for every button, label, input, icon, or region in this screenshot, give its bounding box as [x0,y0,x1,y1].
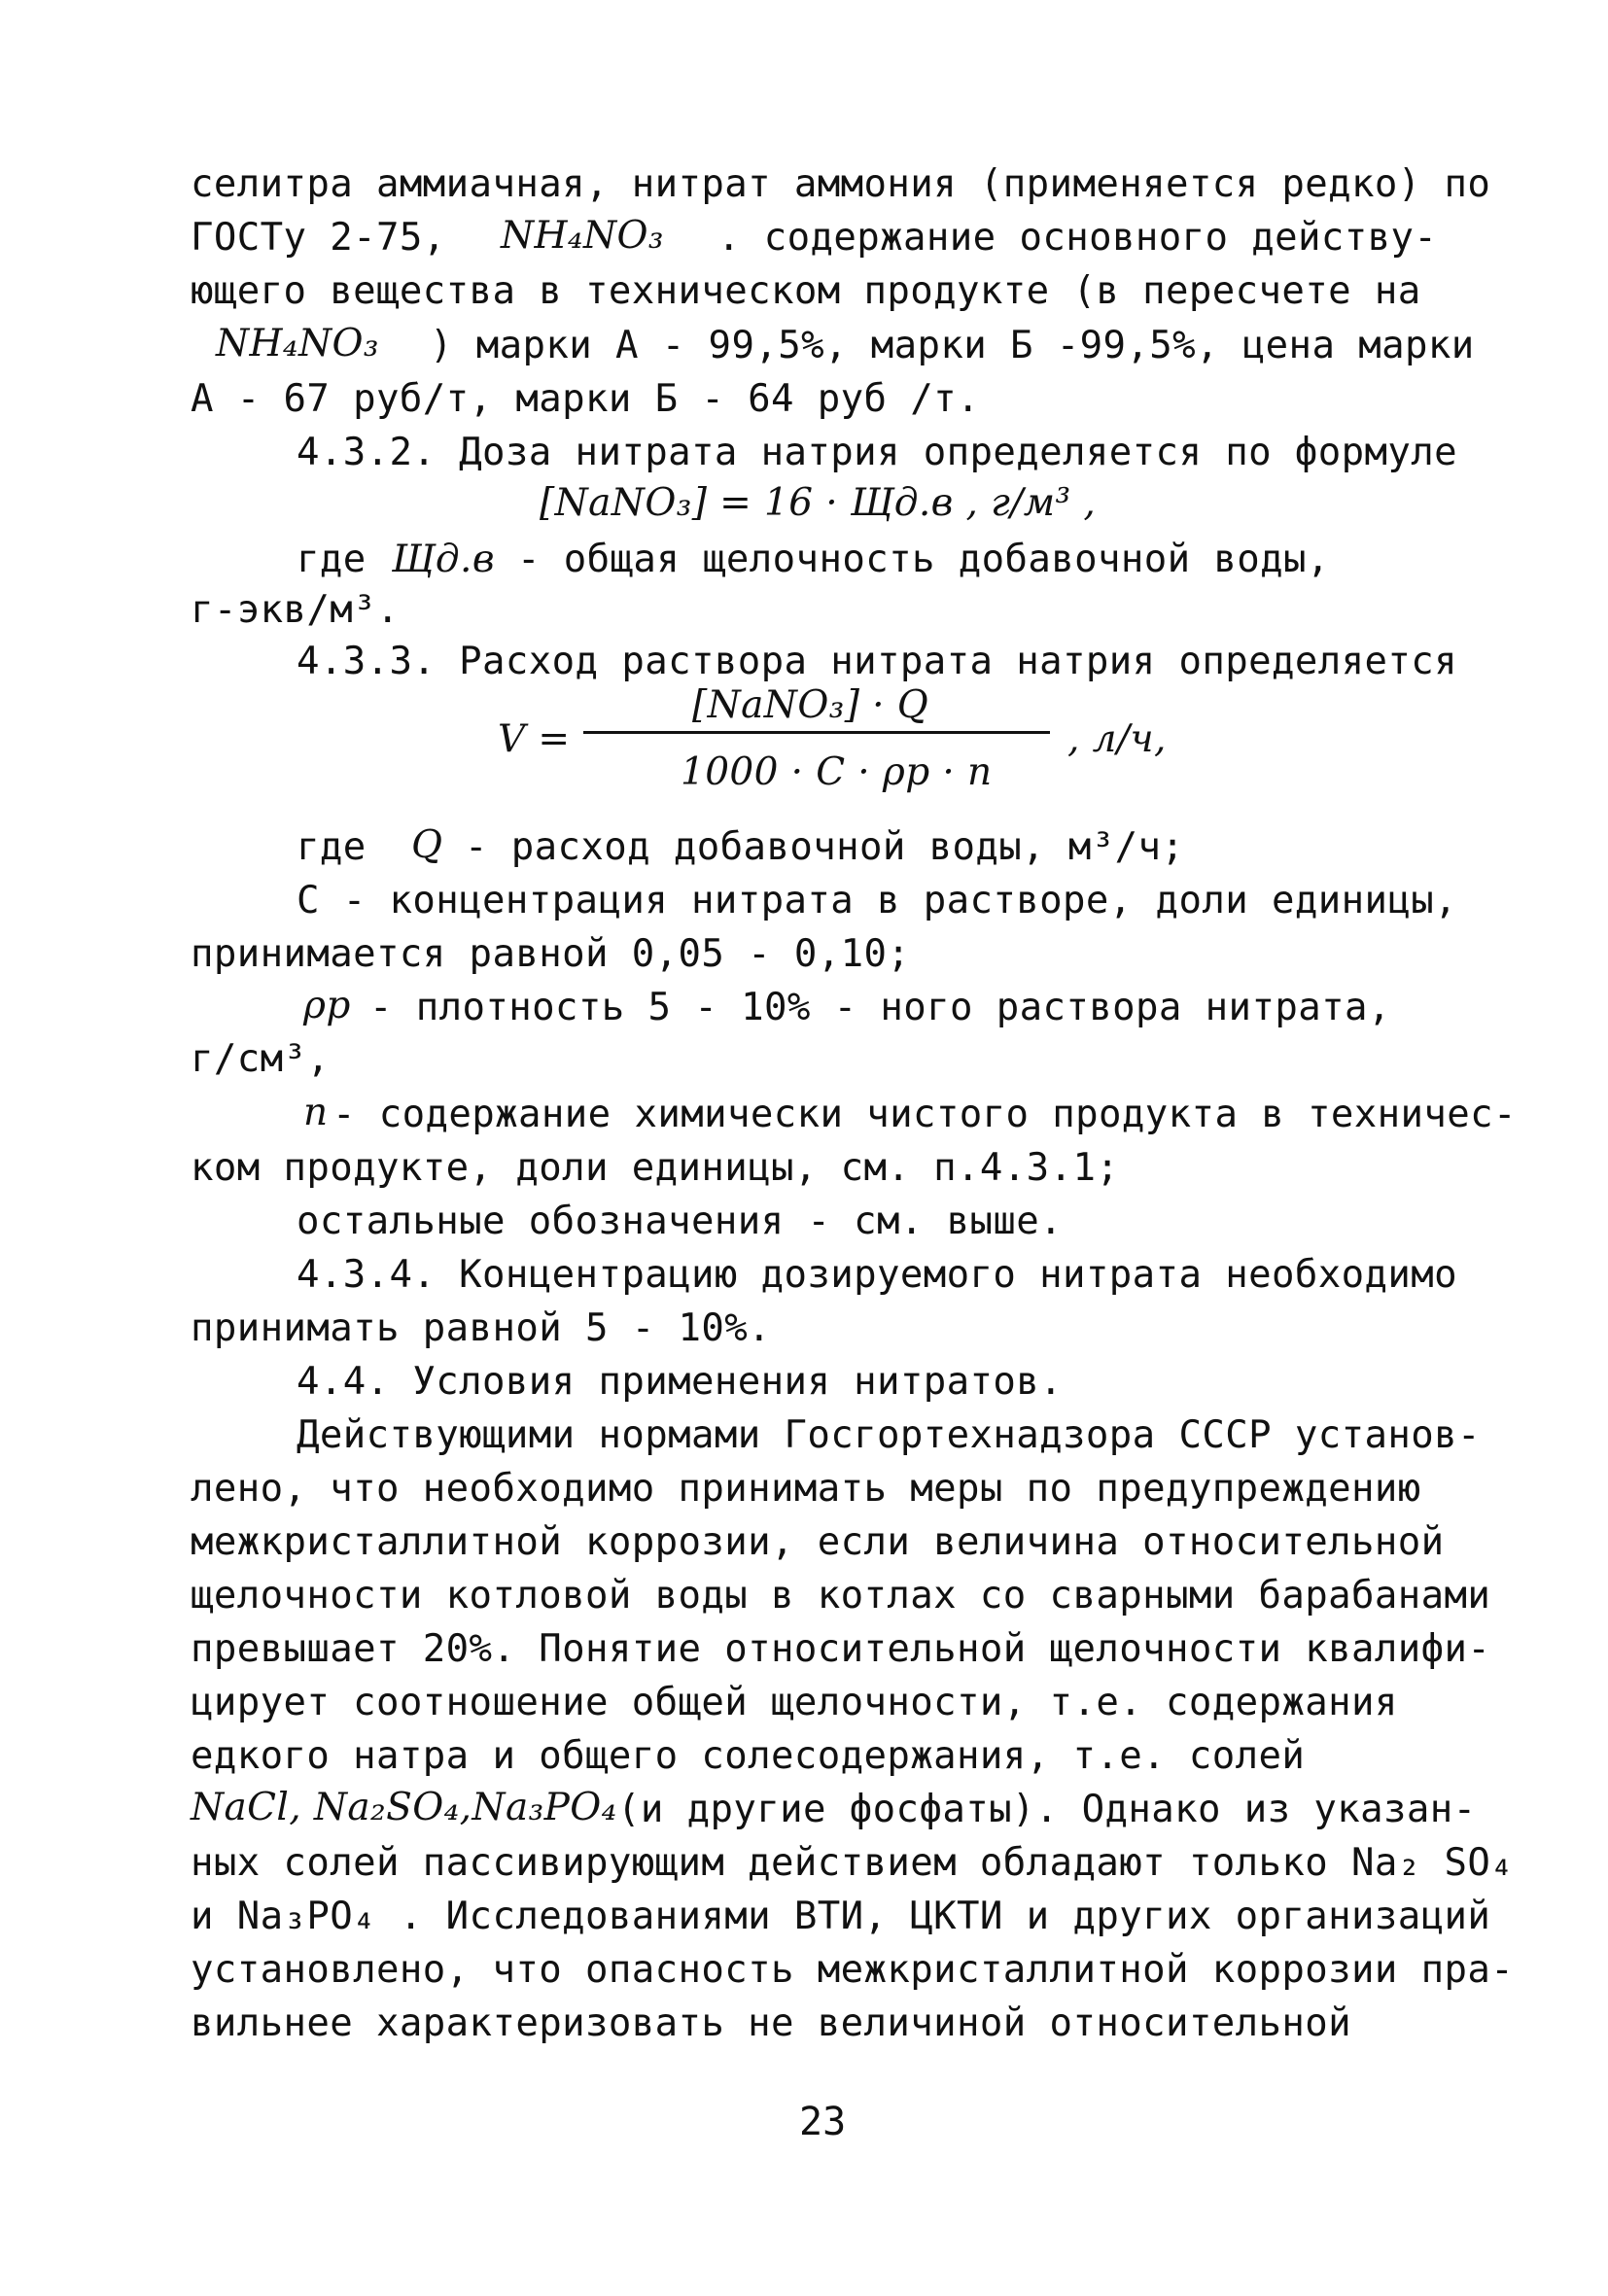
text-line: г/см³, [191,1037,331,1081]
text-line: - расход добавочной воды, м³/ч; [465,825,1185,869]
text-line: остальные обозначения - см. выше. [297,1200,1064,1243]
text-line: г-экв/м³. [191,588,400,632]
text-line: ных солей пассивирующим действием обладают только Na₂ SO₄ [191,1841,1515,1885]
formula: V = [498,717,571,761]
text-line: . содержание основного действу- [717,216,1438,260]
text-line: - плотность 5 - 10% - ного раствора нитрата, [369,986,1391,1029]
text-line: цирует соотношение общей щелочности, т.е. содержания [191,1681,1398,1724]
formula: 1000 · C · ρр · n [681,750,993,794]
text-line: межкристаллитной коррозии, если величина относительной [191,1520,1445,1564]
formula: [NaNO₃] · Q [692,683,929,727]
text-line: и Na₃PO₄ . Исследованиями ВТИ, ЦКТИ и других организаций [191,1895,1491,1938]
text-line: - общая щелочность добавочной воды, [517,538,1330,581]
formula: NH₄NO₃ [216,322,379,365]
text-line: превышает 20%. Понятие относительной щелочности квалифи- [191,1627,1491,1671]
text-line: установлено, что опасность межкристаллитной коррозии пра- [191,1948,1515,1992]
text-line: - содержание химически чистого продукта в техничес- [332,1093,1517,1136]
text-line: А - 67 руб/т, марки Б - 64 руб /т. [191,377,980,421]
formula: , л/ч, [1067,717,1167,761]
text-line: ) марки А - 99,5%, марки Б -99,5%, цена марки [430,324,1475,367]
formula: Q [411,823,443,867]
text-line: ком продукте, доли единицы, см. п.4.3.1; [191,1146,1120,1190]
formula: ρр [303,984,351,1027]
text-line: принимать равной 5 - 10%. [191,1306,771,1350]
fraction-bar [583,731,1050,734]
text-line: лено, что необходимо принимать меры по предупреждению [191,1467,1421,1511]
formula: NH₄NO₃ [501,214,664,258]
text-line: (и другие фосфаты). Однако из указан- [617,1788,1477,1831]
text-line: вильнее характеризовать не величиной относительной [191,2001,1351,2045]
text-line: принимается равной 0,05 - 0,10; [191,932,911,976]
formula: [NaNO₃] = 16 · Щд.в , г/м³ , [540,481,1097,525]
text-line: Действующими нормами Госгортехнадзора СССР установ- [297,1413,1481,1457]
text-line: где [297,538,367,581]
formula: Щд.в [392,538,495,581]
text-line: 4.3.3. Расход раствора нитрата натрия определяется [297,640,1457,683]
text-line: щелочности котловой воды в котлах со сварными барабанами [191,1574,1491,1618]
text-line: 4.3.4. Концентрацию дозируемого нитрата необходимо [297,1253,1457,1297]
text-line: где [297,825,367,869]
formula: n [303,1091,329,1134]
page-number: 23 [799,2100,847,2144]
text-line: 4.3.2. Доза нитрата натрия определяется по формуле [297,431,1457,474]
text-line: селитра аммиачная, нитрат аммония (применяется редко) по [191,162,1491,206]
section-heading: 4.4. Условия применения нитратов. [297,1360,1064,1404]
text-line: ющего вещества в техническом продукте (в пересчете на [191,269,1421,313]
text-line: едкого натра и общего солесодержания, т.е. солей [191,1734,1306,1778]
text-line: С - концентрация нитрата в растворе, доли единицы, [297,879,1457,922]
formula: NaCl, Na₂SO₄,Na₃PO₄ [191,1786,617,1829]
text-line: ГОСТу 2-75, [191,216,446,260]
